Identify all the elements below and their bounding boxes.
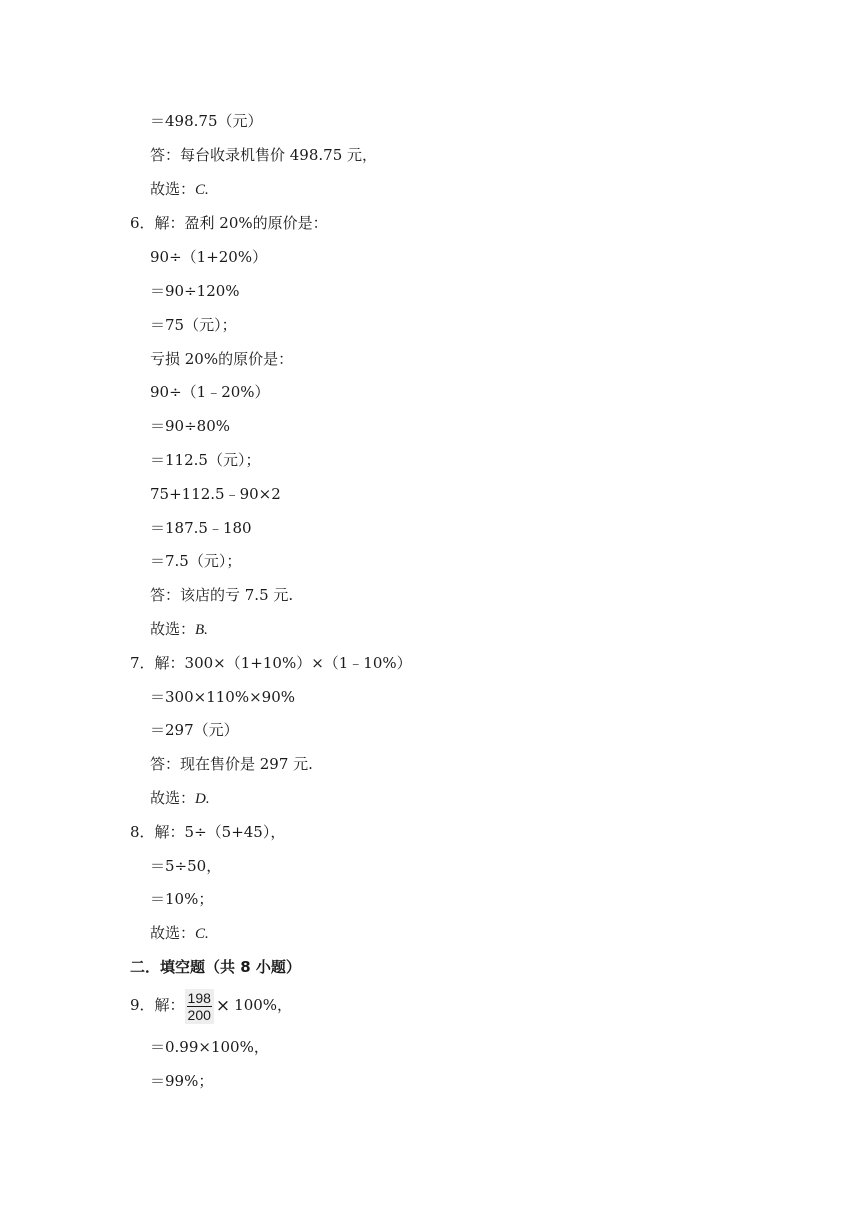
- question-9-heading: [130, 987, 292, 1024]
- text-line: ＝75（元）；: [150, 316, 237, 334]
- answer-prefix: 故选：: [150, 620, 196, 638]
- times-sign: ×: [215, 996, 231, 1016]
- text-line: ＝300×110%×90%: [150, 688, 295, 706]
- answer-prefix: 故选：: [150, 924, 196, 942]
- question-8-heading: 8．解：5÷（5+45），: [130, 823, 286, 841]
- question-6-heading: 6．解：盈利 20%的原价是：: [130, 214, 328, 232]
- text-line: ＝498.75（元）: [150, 112, 263, 130]
- answer-choice: B.: [195, 622, 208, 638]
- expression-rest: 100%，: [234, 996, 293, 1014]
- answer-line: [150, 923, 209, 944]
- text-line: ＝7.5（元）；: [150, 552, 242, 570]
- text-line: 答：该店的亏 7.5 元.: [150, 586, 294, 604]
- answer-choice: C.: [195, 926, 209, 942]
- text-line: ＝5÷50，: [150, 857, 222, 875]
- answer-line: [150, 619, 208, 640]
- answer-choice: D.: [195, 791, 210, 807]
- text-line: ＝112.5（元）；: [150, 451, 261, 469]
- question-prefix: 9．解：: [130, 996, 185, 1014]
- text-line: ＝99%；: [150, 1072, 214, 1090]
- text-line: 答：现在售价是 297 元.: [150, 755, 313, 773]
- answer-line: [150, 179, 209, 200]
- fraction: [185, 989, 214, 1024]
- text-line: 75+112.5﹣90×2: [150, 485, 281, 503]
- fraction-denominator: 200: [187, 1006, 211, 1023]
- answer-prefix: 故选：: [150, 789, 196, 807]
- question-7-heading: 7．解：300×（1+10%）×（1﹣10%）: [130, 654, 412, 672]
- text-line: ＝297（元）: [150, 721, 239, 739]
- text-line: 90÷（1+20%）: [150, 248, 268, 266]
- text-line: ＝90÷80%: [150, 417, 230, 435]
- fraction-numerator: 198: [187, 989, 211, 1006]
- text-line: 答：每台收录机售价 498.75 元，: [150, 146, 378, 164]
- answer-choice: C.: [195, 182, 209, 198]
- text-line: 亏损 20%的原价是：: [150, 350, 294, 368]
- text-line: ＝10%；: [150, 890, 214, 908]
- text-line: ＝90÷120%: [150, 282, 240, 300]
- answer-line: [150, 788, 210, 809]
- text-line: 90÷（1﹣20%）: [150, 383, 270, 401]
- answer-prefix: 故选：: [150, 180, 196, 198]
- text-line: ＝187.5﹣180: [150, 519, 252, 537]
- section-heading: 二．填空题（共 8 小题）: [130, 958, 301, 976]
- text-line: ＝0.99×100%，: [150, 1038, 269, 1056]
